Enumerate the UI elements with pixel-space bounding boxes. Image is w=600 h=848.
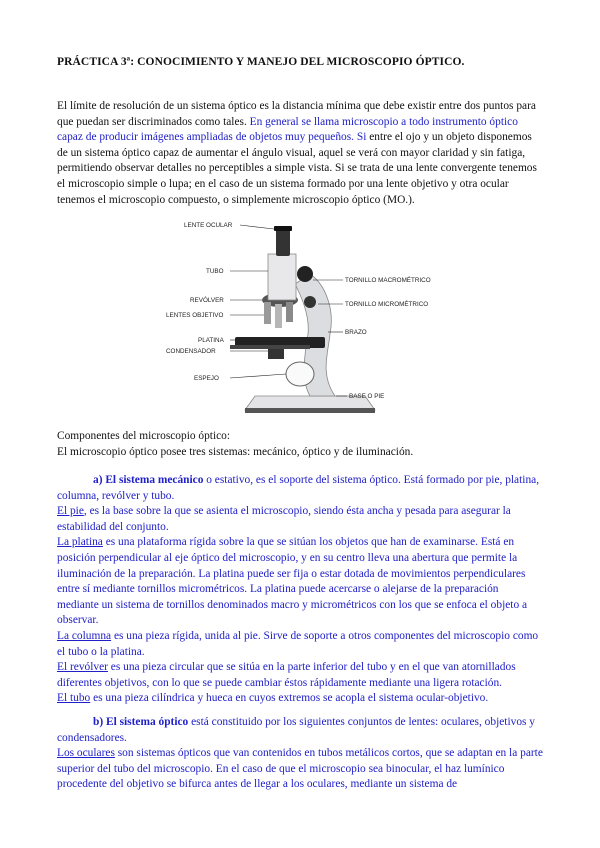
label-tornillo-macro: TORNILLO MACROMÉTRICO <box>345 277 431 284</box>
label-lentes-objetivo: LENTES OBJETIVO <box>166 312 224 319</box>
label-tubo: TUBO <box>206 268 224 275</box>
optical-heading: b) El sistema óptico <box>93 716 189 728</box>
components-paragraph <box>57 429 543 460</box>
desc-pie: , es la base sobre la que se asienta el microscopio, siendo ésta ancha y pesada para asegurar la estabilidad del conjunto. <box>57 505 511 533</box>
desc-columna: es una pieza rígida, unida al pie. Sirve de soporte a otros componentes del microscopio como el tubo o la platina. <box>57 629 539 658</box>
desc-oculares: son sistemas ópticos que van contenidos en tubos metálicos cortos, que se adaptan en la parte superior del tubo del microscopio. En el caso de que el microscopio sea binocular, el haz lumínico procedente del objetivo se bifurca antes de llegar a los oculares, mediante un sistema de <box>57 747 543 791</box>
intro-si: Si <box>356 131 367 144</box>
label-revolver: REVÓLVER <box>190 297 224 304</box>
label-brazo: BRAZO <box>345 329 367 336</box>
intro-text-2: entre el ojo y un objeto disponemos de un sistema óptico capaz de aumentar el ángulo visual, aquel se verá con mayor claridad y sin fatiga, permitiendo observar detalles no perceptibles a simple vista. Si se trata de una lente convergente tenemos el microscopio simple o lupa; en el caso de un sistema formado por una lente objetivo y otra ocular tenemos el microscopio compuesto, o simplemente microscopio óptico (MO.). <box>57 131 537 206</box>
microscope-figure <box>160 214 460 419</box>
label-platina: PLATINA <box>198 337 224 344</box>
mechanical-intro: o estativo, es el soporte del sistema óptico. Está formado por pie, platina, columna, revólver y tubo. <box>57 474 540 502</box>
components-summary: El microscopio óptico posee tres sistemas: mecánico, óptico y de iluminación. <box>57 445 414 458</box>
desc-revolver: es una pieza circular que se sitúa en la parte inferior del tubo y en el que van atornillados diferentes objetivos, con lo que se puede cambiar éstos rápidamente mediante una ligera rotación. <box>57 661 516 689</box>
term-revolver: El revólver <box>57 661 108 674</box>
term-oculares: Los oculares <box>57 747 115 760</box>
term-columna: La columna <box>57 629 112 642</box>
intro-text-1: El límite de resolución de un sistema óptico es la distancia mínima que debe existir entre dos puntos para que puedan ser discriminados como tales. <box>57 100 536 128</box>
microscope-illustration <box>230 226 375 413</box>
optical-system-section <box>57 715 543 793</box>
label-base-pie: BASE O PIE <box>349 393 385 400</box>
term-platina: La platina <box>57 536 103 549</box>
page-title: PRÁCTICA 3ª: CONOCIMIENTO Y MANEJO DEL MICROSCOPIO ÓPTICO. <box>57 56 465 68</box>
mechanical-heading: a) El sistema mecánico <box>93 474 204 486</box>
desc-tubo: es una pieza cilíndrica y hueca en cuyos extremos se acopla el sistema ocular-objetivo. <box>93 692 489 705</box>
intro-paragraph <box>57 99 543 208</box>
intro-definition: En general se llama microscopio a todo instrumento óptico capaz de producir imágenes ampliadas de objetos muy pequeños. <box>57 115 518 144</box>
components-heading: Componentes del microscopio óptico: <box>57 430 231 442</box>
term-tubo: El tubo <box>57 692 91 705</box>
desc-platina: es una plataforma rígida sobre la que se sitúan los objetos que han de examinarse. Está en posición perpendicular al eje óptico del microscopio, y en su centro lleva una abertura que permite la iluminación de la preparación. La platina puede ser fija o estar dotada de movimientos perpendiculares entre sí mediante tornillos micrométricos. La platina puede acercarse o alejarse de la preparación mediante un sistema de tornillos denominados macro y micrométricos con los que se enfoca el objeto a observar. <box>57 536 528 627</box>
mechanical-system-section <box>57 473 543 707</box>
label-espejo: ESPEJO <box>194 375 219 382</box>
label-condensador: CONDENSADOR <box>166 348 216 355</box>
optical-intro: está constituido por los siguientes conjuntos de lentes: oculares, objetivos y condensadores. <box>57 716 535 744</box>
term-pie: El pie <box>57 505 84 518</box>
label-tornillo-micro: TORNILLO MICROMÉTRICO <box>345 301 429 308</box>
label-lente-ocular: LENTE OCULAR <box>184 222 233 229</box>
